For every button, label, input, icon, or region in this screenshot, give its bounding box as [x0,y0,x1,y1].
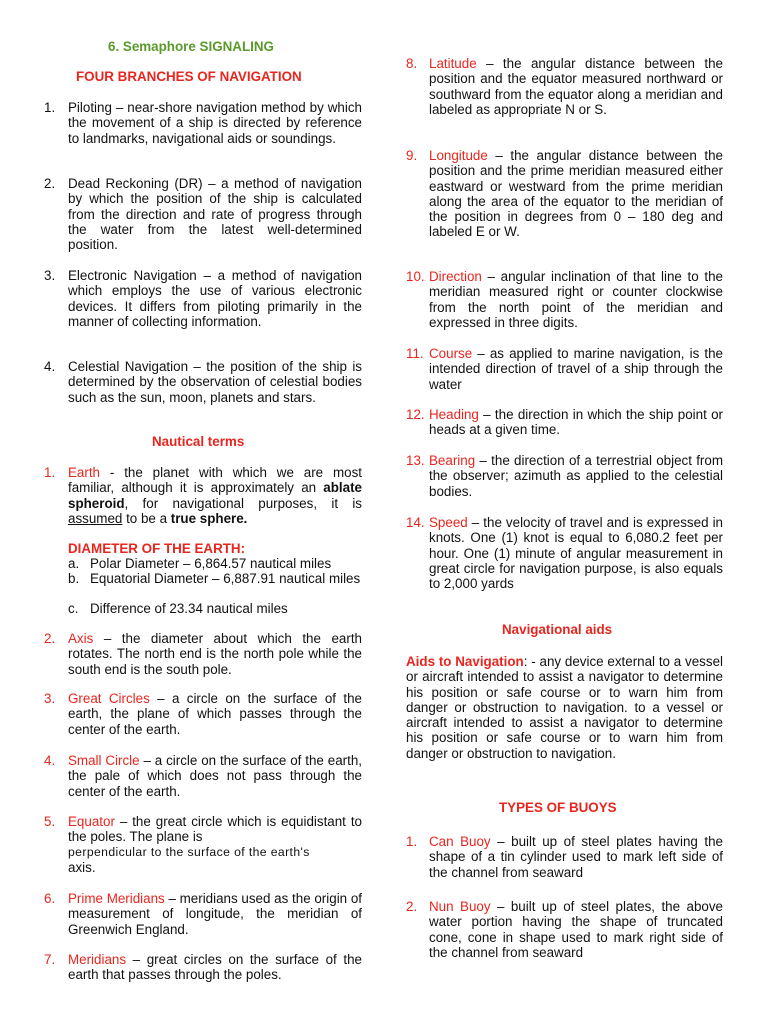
term-text: – built up of steel plates having the shape of a tin cylinder used to mark left side of the channel from seaward [429,834,723,880]
list-number: 11. [406,346,424,361]
term-text: – angular inclination of that line to the meridian measured right or counter clockwise from the north point of the meridian and expressed in three digits. [429,269,723,330]
list-number: 10. [406,269,425,284]
list-number: 2. [44,176,56,191]
term-bearing [429,453,723,499]
term-text: , for navigational purposes, it is [124,495,362,511]
term-equator-small: perpendicular to the surface of the earth's [68,845,310,859]
term-prime-meridians [68,891,362,937]
polar-diameter: Polar Diameter – 6,864.57 nautical miles [90,556,332,571]
list-letter: b. [68,571,80,586]
branch-electronic: Electronic Navigation – a method of navigation which employs the use of various electronic devices. It differs from piloting primarily in the manner of collecting information. [68,268,362,329]
bold-text: true sphere. [170,510,248,526]
list-letter: a. [68,556,80,571]
types-of-buoys-heading: TYPES OF BUOYS [499,800,617,815]
branch-celestial: Celestial Navigation – the position of the ship is determined by the observation of celestial bodies such as the sun, moon, planets and stars. [68,359,362,405]
list-number: 1. [44,100,56,115]
navigational-aids-heading: Navigational aids [502,622,613,637]
term-text: – the velocity of travel and is expressed in knots. One (1) knot is equal to 6,080.2 feet per hour. One (1) minute of angular measurement in great circle for navigation purpose, is also equals to 2,000 yards [429,515,723,592]
term-great-circles [68,691,362,737]
underlined-text: assumed [68,510,123,526]
term-equator [68,814,362,845]
term-speed [429,515,723,591]
nautical-terms-heading: Nautical terms [152,434,245,449]
branch-piloting: Piloting – near-shore navigation method by which the movement of a ship is directed by reference to landmarks, navigational aids or soundings. [68,100,362,146]
list-number: 2. [406,899,418,914]
diameter-heading: DIAMETER OF THE EARTH: [68,541,246,556]
list-number: 8. [406,56,418,71]
term-label: Small Circle [68,753,140,768]
list-number: 4. [44,753,56,768]
term-latitude [429,56,723,117]
list-number: 3. [44,268,56,283]
list-number: 12. [406,407,425,422]
branch-dead-reckoning: Dead Reckoning (DR) – a method of navigation by which the position of the ship is calculated from the direction and rate of progress through the water from the latest well-determined position. [68,176,362,253]
term-label: Can Buoy [429,834,491,849]
term-label: Meridians [68,952,127,967]
list-number: 1. [44,465,56,480]
list-number: 2. [44,631,56,646]
term-text: – meridians used as the origin of measurement of longitude, the meridian of Greenwich England. [68,891,363,937]
term-text: – a circle on the surface of the earth, the pale of which does not pass through the center of the earth. [68,753,362,799]
term-longitude [429,148,723,240]
list-number: 7. [44,952,56,967]
term-label: Great Circles [68,691,150,706]
list-number: 13. [406,453,425,468]
term-text: to be a [122,510,171,526]
term-direction [429,269,723,330]
list-number: 5. [44,814,56,829]
term-label: Course [429,346,473,361]
section-title: 6. Semaphore SIGNALING [108,39,274,54]
list-number: 14. [406,515,425,530]
term-label: Bearing [429,453,476,468]
term-label: Prime Meridians [68,891,165,906]
term-text: : - any device external to a vessel or aircraft intended to assist a navigator to determine his position or safe course or to warn him from danger or obstruction to navigation. to a vessel or aircraft intended to assist a navigator to determine his position or safe course or to warn him from danger or obstruction to navigation. [406,654,723,761]
term-meridians [68,952,362,983]
term-label: Aids to Navigation [406,654,524,669]
term-label: Earth [68,465,101,480]
term-text: – the direction of a terrestrial object from the observer; azimuth as applied to the celestial bodies. [429,453,723,499]
term-label: Latitude [429,56,477,71]
term-text: – built up of steel plates, the above water portion having the shape of truncated cone, cone in shape used to mark right side of the channel from seaward [429,899,723,960]
list-number: 3. [44,691,56,706]
term-text: – the direction in which the ship point or heads at a given time. [429,407,723,438]
term-course [429,346,723,392]
term-label: Speed [429,515,468,530]
term-label: Direction [429,269,482,284]
list-number: 6. [44,891,56,906]
list-letter: c. [68,601,79,616]
term-label: Longitude [429,148,488,163]
branches-heading: FOUR BRANCHES OF NAVIGATION [76,69,302,84]
term-earth [68,465,362,526]
term-heading [429,407,723,438]
term-text: – as applied to marine navigation, is the intended direction of travel of a ship through the water [429,346,723,392]
term-text: - the planet with which we are most familiar, although it is approximately an [68,465,362,496]
term-text: – great circles on the surface of the earth that passes through the poles. [68,952,362,983]
list-number: 1. [406,834,418,849]
term-text: – the angular distance between the position and the prime meridian measured either eastward or westward from the prime meridian along the area of the equator to the meridian of the position in degrees from 0 – 180 deg and labeled E or W. [429,148,723,240]
term-label: Heading [429,407,479,422]
term-text: – the angular distance between the position and the equator measured northward or southward from the equator along a meridian and labeled as appropriate N or S. [429,56,723,117]
term-text: – the great circle which is equidistant to the poles. The plane is [68,814,362,845]
term-label: Nun Buoy [429,899,491,914]
term-text: – a circle on the surface of the earth, the plane of which passes through the center of the earth. [68,691,363,737]
diameter-difference: Difference of 23.34 nautical miles [90,601,288,616]
list-number: 9. [406,148,418,163]
equatorial-diameter: Equatorial Diameter – 6,887.91 nautical miles [90,571,361,586]
term-small-circle [68,753,362,799]
term-label: Axis [68,631,94,646]
aids-to-navigation [406,654,723,761]
term-equator-end: axis. [68,860,96,875]
term-axis [68,631,362,677]
term-text: – the diameter about which the earth rotates. The north end is the north pole while the south end is the south pole. [68,631,362,677]
list-number: 4. [44,359,56,374]
term-label: Equator [68,814,115,829]
buoy-nun [429,899,723,960]
buoy-can [429,834,723,880]
bold-text: ablate spheroid [68,480,362,511]
